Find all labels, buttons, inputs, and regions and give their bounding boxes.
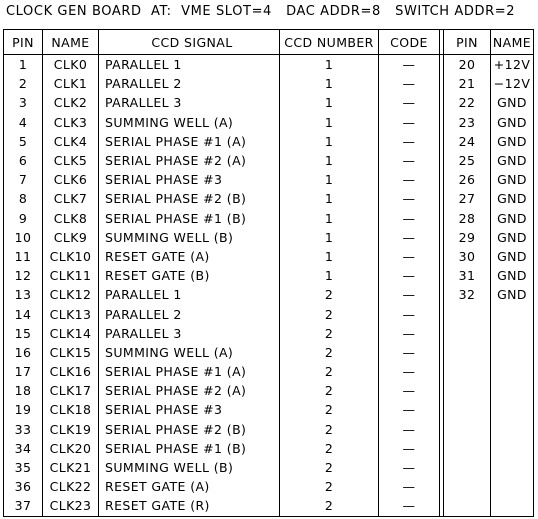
table-row xyxy=(4,324,534,343)
cell-ccd-number: 2 xyxy=(280,362,379,381)
table-row xyxy=(4,209,534,228)
cell-name: CLK1 xyxy=(43,74,99,93)
cell-ccd-number: 2 xyxy=(280,324,379,343)
cell-pin-2 xyxy=(444,439,491,458)
cell-pin: 33 xyxy=(4,420,43,439)
cell-name: CLK15 xyxy=(43,343,99,362)
cell-pin-2: 20 xyxy=(444,55,491,75)
cell-code: — xyxy=(379,209,440,228)
cell-name: CLK17 xyxy=(43,381,99,400)
cell-ccd-signal: SERIAL PHASE #2 (B) xyxy=(99,420,280,439)
cell-name: CLK6 xyxy=(43,170,99,189)
cell-ccd-signal: SERIAL PHASE #1 (B) xyxy=(99,439,280,458)
cell-code: — xyxy=(379,74,440,93)
cell-ccd-number: 1 xyxy=(280,189,379,208)
cell-code: — xyxy=(379,132,440,151)
cell-pin: 8 xyxy=(4,189,43,208)
cell-pin: 5 xyxy=(4,132,43,151)
cell-name-2 xyxy=(491,304,534,323)
cell-ccd-number: 1 xyxy=(280,170,379,189)
header-ccd-number: CCD NUMBER xyxy=(280,30,379,55)
table-row xyxy=(4,400,534,419)
cell-pin: 35 xyxy=(4,458,43,477)
cell-name-2 xyxy=(491,362,534,381)
cell-name: CLK3 xyxy=(43,113,99,132)
cell-name: CLK22 xyxy=(43,477,99,496)
table-row xyxy=(4,93,534,112)
cell-ccd-signal: SERIAL PHASE #3 xyxy=(99,170,280,189)
cell-code: — xyxy=(379,247,440,266)
cell-ccd-number: 2 xyxy=(280,343,379,362)
cell-name-2 xyxy=(491,458,534,477)
table-row xyxy=(4,477,534,496)
header-name-2: NAME xyxy=(491,30,534,55)
cell-pin: 3 xyxy=(4,93,43,112)
cell-pin-2: 25 xyxy=(444,151,491,170)
cell-pin-2: 31 xyxy=(444,266,491,285)
cell-pin: 13 xyxy=(4,285,43,304)
cell-name-2: GND xyxy=(491,132,534,151)
cell-pin: 34 xyxy=(4,439,43,458)
cell-code: — xyxy=(379,285,440,304)
table-row xyxy=(4,439,534,458)
cell-name: CLK8 xyxy=(43,209,99,228)
cell-name-2 xyxy=(491,381,534,400)
cell-ccd-number: 2 xyxy=(280,439,379,458)
cell-pin: 18 xyxy=(4,381,43,400)
cell-pin-2: 27 xyxy=(444,189,491,208)
cell-pin: 16 xyxy=(4,343,43,362)
cell-ccd-number: 2 xyxy=(280,420,379,439)
cell-ccd-number: 1 xyxy=(280,74,379,93)
cell-ccd-signal: RESET GATE (R) xyxy=(99,496,280,516)
cell-pin-2 xyxy=(444,400,491,419)
cell-ccd-signal: RESET GATE (B) xyxy=(99,266,280,285)
cell-code: — xyxy=(379,151,440,170)
cell-name: CLK5 xyxy=(43,151,99,170)
cell-name: CLK0 xyxy=(43,55,99,75)
table-row xyxy=(4,247,534,266)
cell-pin: 6 xyxy=(4,151,43,170)
cell-pin-2 xyxy=(444,324,491,343)
cell-pin: 11 xyxy=(4,247,43,266)
table-header-row xyxy=(4,30,534,55)
table-body xyxy=(4,55,534,517)
document-title: CLOCK GEN BOARD AT: VME SLOT=4 DAC ADDR=8 SWITCH ADDR=2 xyxy=(6,4,516,19)
cell-pin-2: 30 xyxy=(444,247,491,266)
cell-pin: 14 xyxy=(4,304,43,323)
cell-code: — xyxy=(379,170,440,189)
table-row xyxy=(4,113,534,132)
cell-code: — xyxy=(379,477,440,496)
cell-code: — xyxy=(379,113,440,132)
cell-ccd-number: 2 xyxy=(280,496,379,516)
cell-name-2: GND xyxy=(491,285,534,304)
cell-pin: 19 xyxy=(4,400,43,419)
cell-name: CLK19 xyxy=(43,420,99,439)
cell-ccd-signal: PARALLEL 3 xyxy=(99,93,280,112)
cell-ccd-number: 1 xyxy=(280,228,379,247)
cell-name-2: GND xyxy=(491,151,534,170)
cell-name-2 xyxy=(491,400,534,419)
cell-ccd-signal: SERIAL PHASE #2 (B) xyxy=(99,189,280,208)
cell-name: CLK12 xyxy=(43,285,99,304)
table-row xyxy=(4,304,534,323)
cell-name: CLK11 xyxy=(43,266,99,285)
cell-code: — xyxy=(379,458,440,477)
cell-ccd-signal: SERIAL PHASE #1 (B) xyxy=(99,209,280,228)
cell-ccd-number: 2 xyxy=(280,477,379,496)
cell-code: — xyxy=(379,55,440,75)
table-row xyxy=(4,55,534,75)
cell-name-2 xyxy=(491,324,534,343)
cell-pin-2 xyxy=(444,362,491,381)
header-ccd-signal: CCD SIGNAL xyxy=(99,30,280,55)
cell-ccd-signal: PARALLEL 2 xyxy=(99,304,280,323)
cell-ccd-signal: SERIAL PHASE #1 (A) xyxy=(99,132,280,151)
cell-pin-2 xyxy=(444,458,491,477)
cell-pin-2 xyxy=(444,477,491,496)
cell-ccd-signal: SUMMING WELL (A) xyxy=(99,343,280,362)
table-row xyxy=(4,496,534,516)
cell-ccd-signal: SERIAL PHASE #3 xyxy=(99,400,280,419)
header-pin-2: PIN xyxy=(444,30,491,55)
cell-name-2: GND xyxy=(491,113,534,132)
cell-ccd-signal: RESET GATE (A) xyxy=(99,247,280,266)
cell-pin-2: 22 xyxy=(444,93,491,112)
cell-ccd-number: 2 xyxy=(280,400,379,419)
cell-code: — xyxy=(379,362,440,381)
cell-pin-2: 32 xyxy=(444,285,491,304)
cell-code: — xyxy=(379,324,440,343)
cell-ccd-signal: SERIAL PHASE #1 (A) xyxy=(99,362,280,381)
cell-name: CLK2 xyxy=(43,93,99,112)
cell-ccd-number: 2 xyxy=(280,458,379,477)
cell-name-2 xyxy=(491,477,534,496)
cell-name-2 xyxy=(491,343,534,362)
cell-ccd-signal: PARALLEL 1 xyxy=(99,55,280,75)
cell-pin: 12 xyxy=(4,266,43,285)
cell-ccd-signal: SUMMING WELL (A) xyxy=(99,113,280,132)
table-row xyxy=(4,74,534,93)
table-row xyxy=(4,170,534,189)
cell-name: CLK21 xyxy=(43,458,99,477)
cell-ccd-signal: RESET GATE (A) xyxy=(99,477,280,496)
cell-ccd-signal: PARALLEL 3 xyxy=(99,324,280,343)
cell-code: — xyxy=(379,304,440,323)
table-row xyxy=(4,458,534,477)
header-pin: PIN xyxy=(4,30,43,55)
table-row xyxy=(4,343,534,362)
cell-ccd-number: 1 xyxy=(280,113,379,132)
cell-code: — xyxy=(379,381,440,400)
cell-pin-2: 23 xyxy=(444,113,491,132)
table-row xyxy=(4,266,534,285)
table-row xyxy=(4,151,534,170)
header-code: CODE xyxy=(379,30,440,55)
cell-pin: 1 xyxy=(4,55,43,75)
cell-pin: 36 xyxy=(4,477,43,496)
cell-name-2: GND xyxy=(491,189,534,208)
cell-pin-2 xyxy=(444,420,491,439)
cell-pin-2 xyxy=(444,343,491,362)
cell-code: — xyxy=(379,93,440,112)
cell-name: CLK16 xyxy=(43,362,99,381)
cell-name-2 xyxy=(491,420,534,439)
cell-name: CLK10 xyxy=(43,247,99,266)
cell-code: — xyxy=(379,420,440,439)
cell-code: — xyxy=(379,343,440,362)
cell-pin-2 xyxy=(444,304,491,323)
cell-name-2: GND xyxy=(491,93,534,112)
cell-name-2: GND xyxy=(491,228,534,247)
cell-name: CLK18 xyxy=(43,400,99,419)
table-row xyxy=(4,381,534,400)
cell-ccd-signal: PARALLEL 2 xyxy=(99,74,280,93)
cell-name-2 xyxy=(491,496,534,516)
cell-pin: 4 xyxy=(4,113,43,132)
cell-ccd-signal: SERIAL PHASE #2 (A) xyxy=(99,151,280,170)
cell-pin: 15 xyxy=(4,324,43,343)
cell-pin-2: 21 xyxy=(444,74,491,93)
cell-pin-2: 28 xyxy=(444,209,491,228)
cell-ccd-number: 2 xyxy=(280,304,379,323)
cell-ccd-signal: PARALLEL 1 xyxy=(99,285,280,304)
table-row xyxy=(4,189,534,208)
table-row xyxy=(4,362,534,381)
cell-pin: 37 xyxy=(4,496,43,516)
table-row xyxy=(4,132,534,151)
cell-name-2: GND xyxy=(491,266,534,285)
cell-code: — xyxy=(379,400,440,419)
cell-pin-2: 29 xyxy=(444,228,491,247)
cell-name-2: GND xyxy=(491,247,534,266)
cell-pin: 2 xyxy=(4,74,43,93)
cell-name-2: GND xyxy=(491,209,534,228)
cell-code: — xyxy=(379,228,440,247)
cell-pin: 7 xyxy=(4,170,43,189)
cell-code: — xyxy=(379,439,440,458)
cell-name: CLK14 xyxy=(43,324,99,343)
cell-name: CLK20 xyxy=(43,439,99,458)
cell-pin: 17 xyxy=(4,362,43,381)
cell-ccd-number: 1 xyxy=(280,247,379,266)
table-row xyxy=(4,228,534,247)
cell-name: CLK4 xyxy=(43,132,99,151)
cell-ccd-signal: SUMMING WELL (B) xyxy=(99,458,280,477)
cell-ccd-number: 1 xyxy=(280,55,379,75)
cell-name: CLK13 xyxy=(43,304,99,323)
cell-ccd-number: 1 xyxy=(280,266,379,285)
table-row xyxy=(4,285,534,304)
cell-ccd-number: 1 xyxy=(280,132,379,151)
cell-pin-2 xyxy=(444,381,491,400)
header-name: NAME xyxy=(43,30,99,55)
table-row xyxy=(4,420,534,439)
cell-pin: 10 xyxy=(4,228,43,247)
pin-assignment-table xyxy=(3,29,534,517)
cell-name-2: +12V xyxy=(491,55,534,75)
cell-name-2 xyxy=(491,439,534,458)
cell-name: CLK9 xyxy=(43,228,99,247)
cell-name-2: −12V xyxy=(491,74,534,93)
cell-ccd-number: 1 xyxy=(280,151,379,170)
cell-name-2: GND xyxy=(491,170,534,189)
cell-code: — xyxy=(379,496,440,516)
cell-ccd-number: 2 xyxy=(280,285,379,304)
cell-pin: 9 xyxy=(4,209,43,228)
cell-pin-2: 24 xyxy=(444,132,491,151)
cell-ccd-signal: SERIAL PHASE #2 (A) xyxy=(99,381,280,400)
cell-pin-2 xyxy=(444,496,491,516)
cell-pin-2: 26 xyxy=(444,170,491,189)
cell-ccd-number: 1 xyxy=(280,93,379,112)
cell-ccd-number: 2 xyxy=(280,381,379,400)
cell-code: — xyxy=(379,189,440,208)
cell-name: CLK23 xyxy=(43,496,99,516)
cell-name: CLK7 xyxy=(43,189,99,208)
cell-ccd-signal: SUMMING WELL (B) xyxy=(99,228,280,247)
cell-ccd-number: 1 xyxy=(280,209,379,228)
cell-code: — xyxy=(379,266,440,285)
